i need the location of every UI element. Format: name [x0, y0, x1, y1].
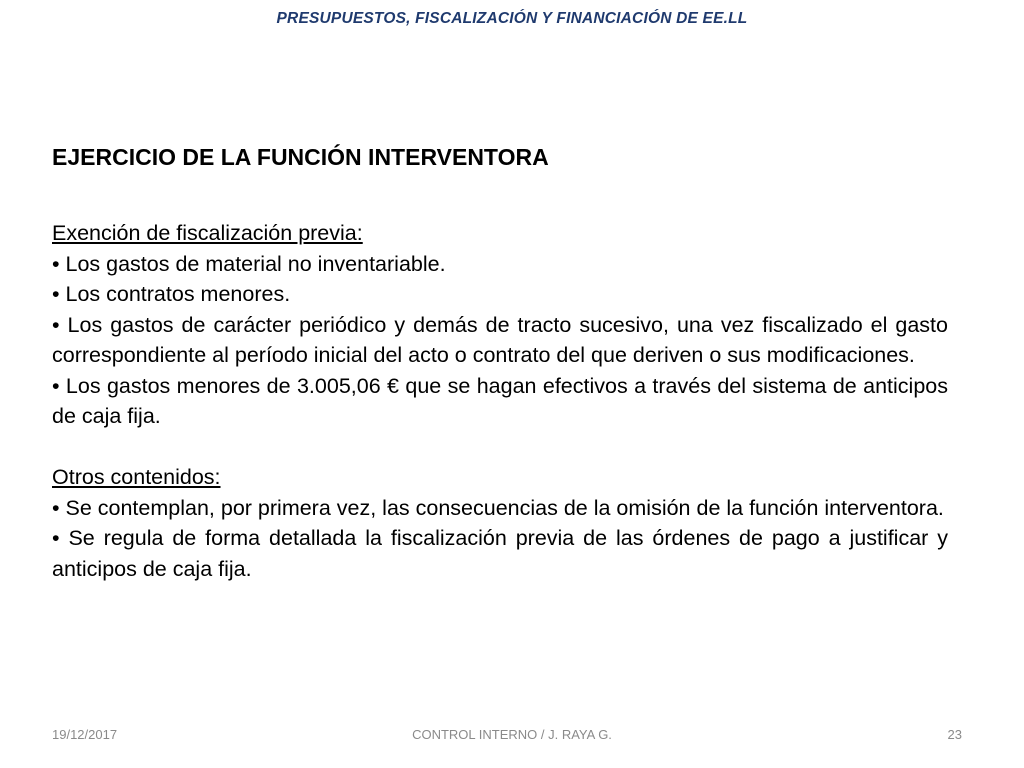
exencion-item: • Los gastos menores de 3.005,06 € que se hagan efectivos a través del sistema de anticipos de caja fija. [52, 373, 948, 428]
section-heading: EJERCICIO DE LA FUNCIÓN INTERVENTORA [52, 144, 549, 170]
otros-item: • Se contemplan, por primera vez, las consecuencias de la omisión de la función interventora. [52, 495, 944, 520]
otros-item: • Se regula de forma detallada la fiscalización previa de las órdenes de pago a justificar y anticipos de caja fija. [52, 526, 948, 581]
footer-page-number: 23 [947, 727, 962, 742]
paragraph-spacer [52, 432, 948, 463]
exencion-heading: Exención de fiscalización previa: [52, 221, 363, 245]
footer-author: CONTROL INTERNO / J. RAYA G. [412, 727, 612, 742]
presentation-header-title: PRESUPUESTOS, FISCALIZACIÓN Y FINANCIACIÓN DE EE.LL [276, 10, 748, 27]
exencion-item: • Los contratos menores. [52, 282, 291, 306]
exencion-item: • Los gastos de material no inventariable. [52, 251, 446, 276]
exencion-item: • Los gastos de carácter periódico y demás de tracto sucesivo, una vez fiscalizado el gasto correspondiente al período inicial del acto o contrato del que deriven o sus modificaciones. [52, 312, 948, 367]
slide-body [52, 218, 948, 584]
otros-heading: Otros contenidos: [52, 465, 221, 489]
footer-date: 19/12/2017 [52, 727, 118, 742]
